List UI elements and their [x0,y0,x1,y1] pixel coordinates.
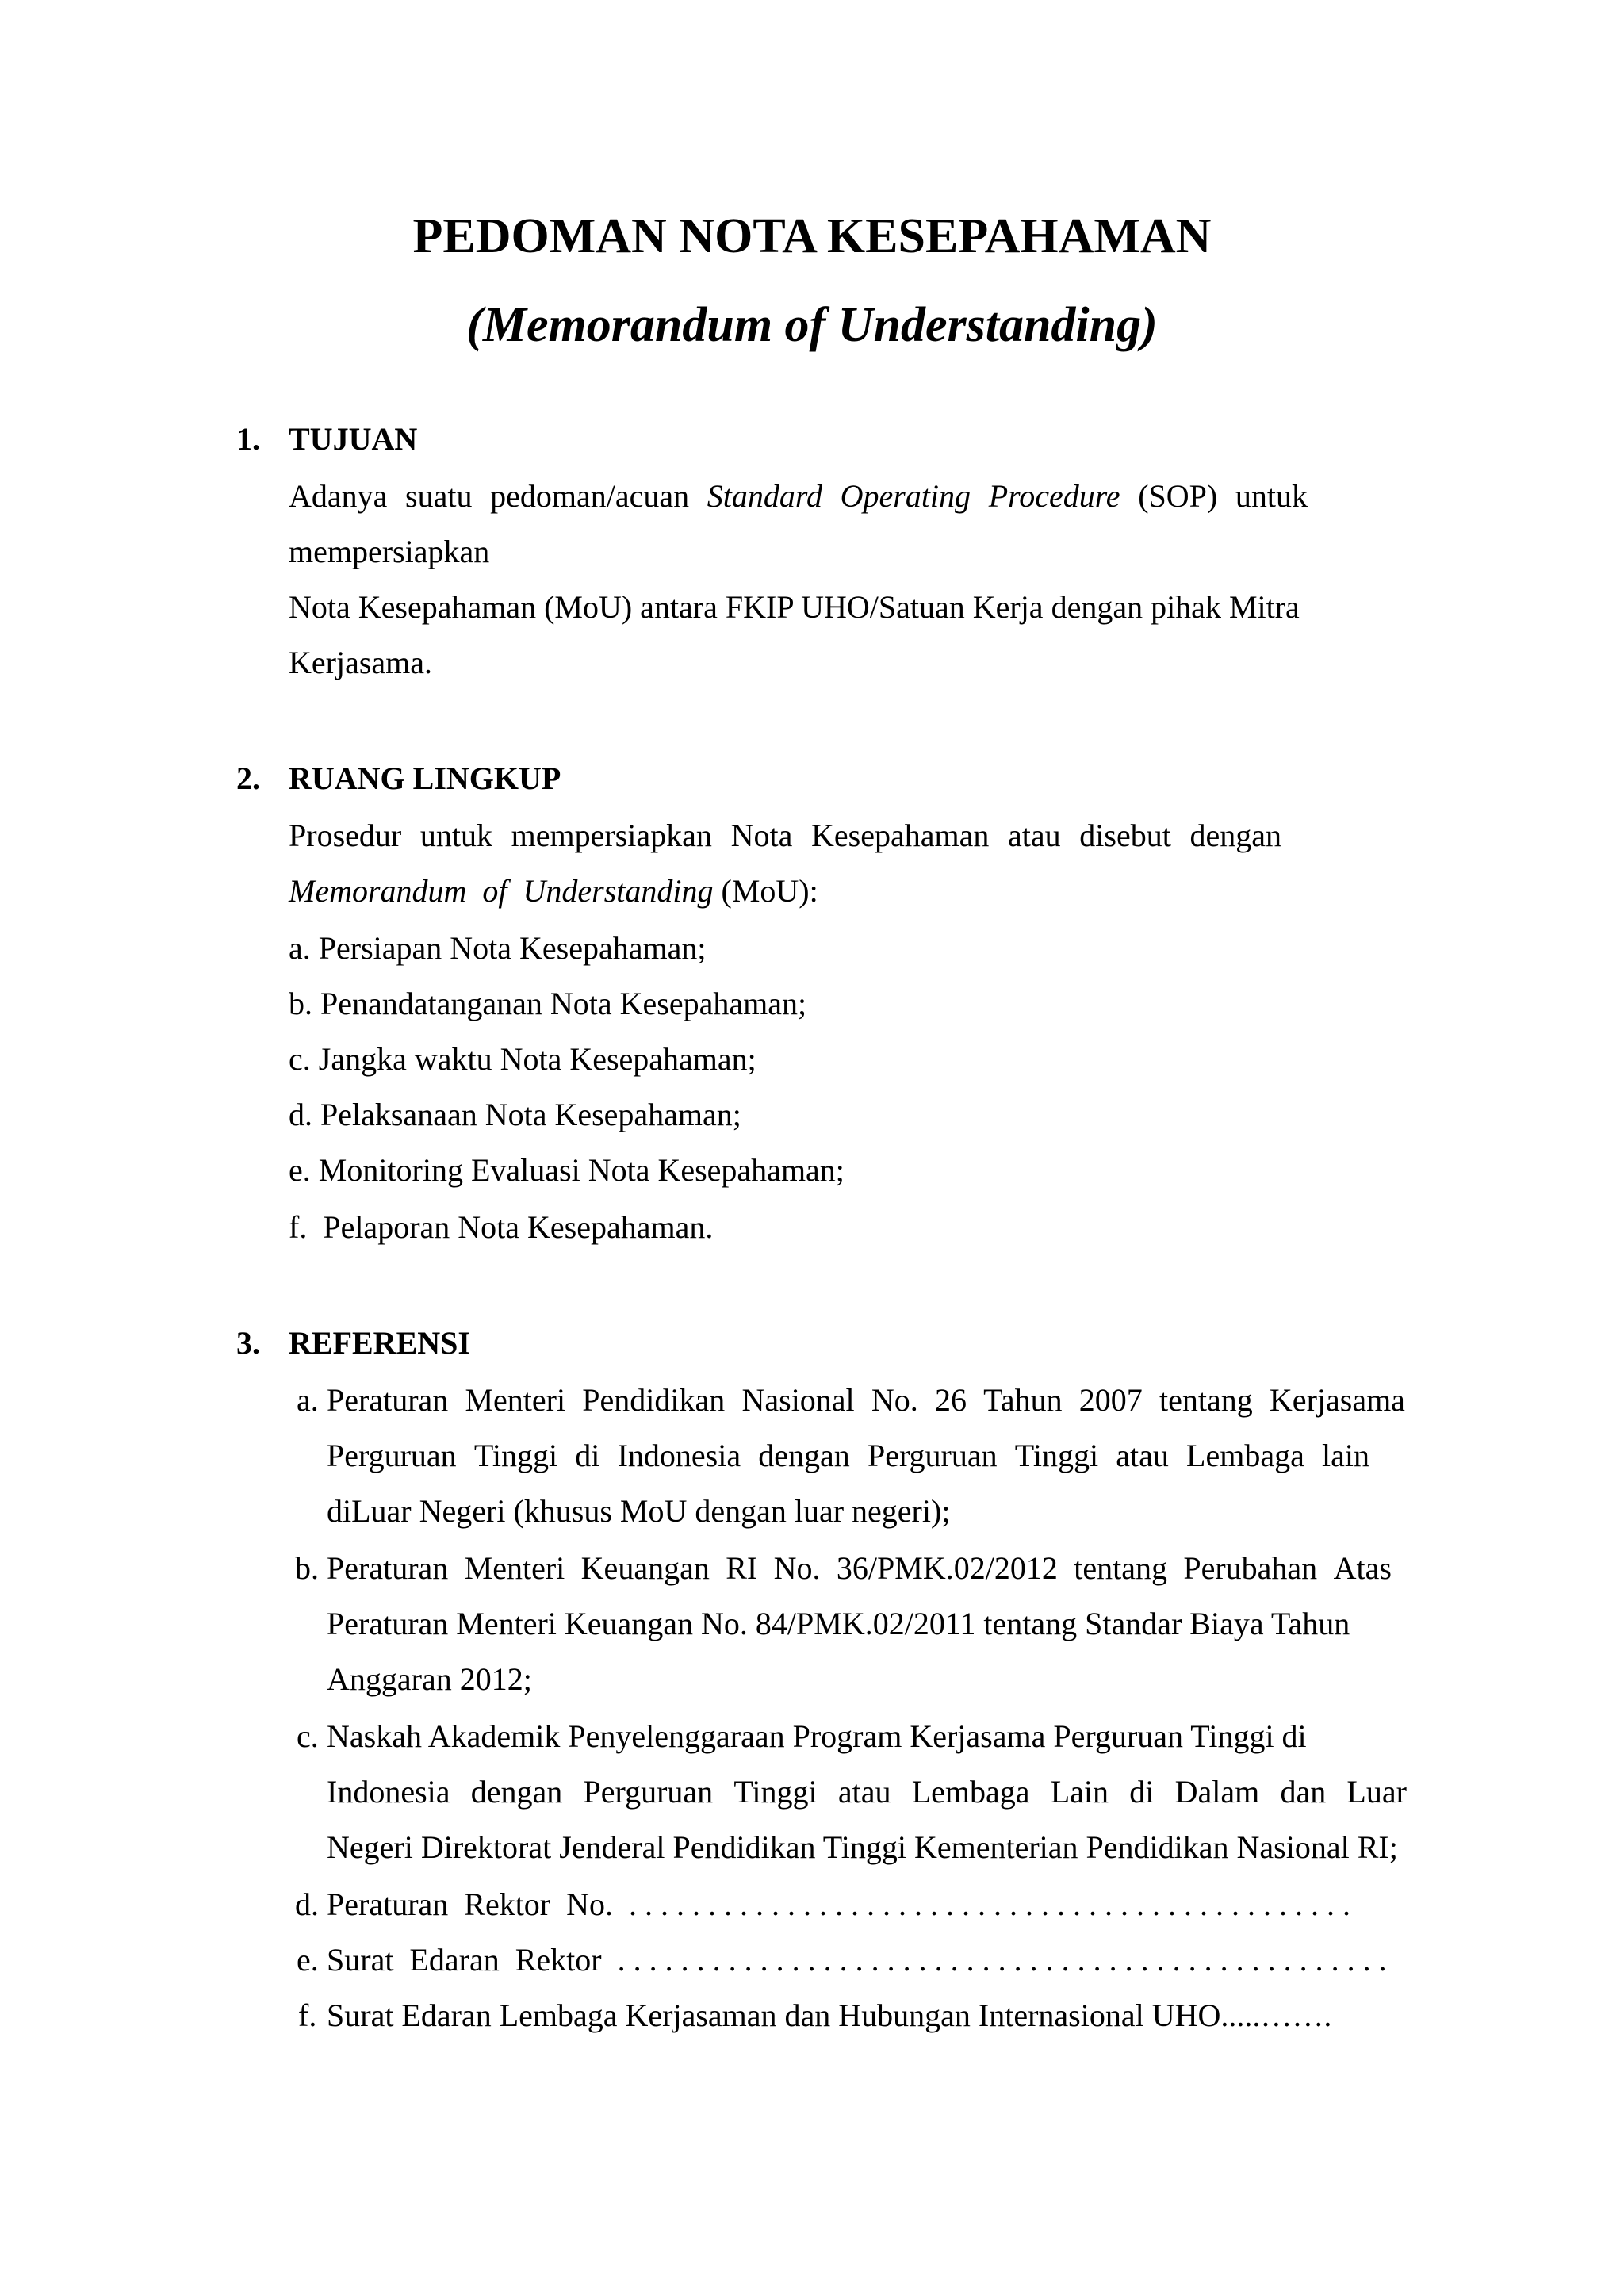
list-item: d. Pelaksanaan Nota Kesepahaman; [289,1097,741,1132]
text: Kerjasama [1269,1382,1405,1418]
text: Tahun [983,1382,1063,1418]
list-item: b. Penandatanganan Nota Kesepahaman; [289,986,807,1021]
text: Kesepahaman [810,818,990,853]
section-1-line-1 [289,477,1308,515]
text: RI [726,1550,758,1586]
list-item: f. Pelaporan Nota Kesepahaman. [289,1209,714,1245]
reference-f-label: f. [298,1997,317,2033]
text: untuk [419,818,492,853]
section-3-number: 3. [236,1325,260,1361]
section-2-line-1 [289,817,1281,855]
reference-b-line-3: Anggaran 2012; [327,1661,532,1697]
section-1-number: 1. [236,421,260,457]
section-1-heading: TUJUAN [289,421,418,457]
text: Lembaga [1186,1438,1304,1473]
text: Luar [1346,1774,1407,1810]
text: Keuangan [580,1550,710,1586]
text: No. [871,1382,918,1418]
text: Lembaga [911,1774,1030,1810]
text: Tinggi [1014,1438,1099,1473]
reference-f-text: Surat Edaran Lembaga Kerjasaman dan Hubungan Internasional UHO.....……. [327,1997,1332,2033]
text: Adanya [289,478,388,514]
text: di [575,1438,600,1473]
document-title: PEDOMAN NOTA KESEPAHAMAN [412,209,1212,263]
reference-c-line-3: Negeri Direktorat Jenderal Pendidikan Tinggi Kementerian Pendidikan Nasional RI; [327,1829,1398,1865]
text: Dalam [1174,1774,1260,1810]
reference-a-label: a. [297,1382,319,1418]
section-2-number: 2. [236,760,260,796]
text: 26 [934,1382,967,1418]
text: dengan [470,1774,563,1810]
document-subtitle: (Memorandum of Understanding) [466,298,1158,352]
text: Menteri [464,1550,565,1586]
text: Standard [707,478,822,514]
text: disebut [1079,818,1171,853]
text: Operating [840,478,971,514]
reference-d-text: Peraturan Rektor No. . . . . . . . . . . . . . . . . . . . . . . . . . . . . . . . . . . . . . . . . . . . . . . [327,1886,1351,1922]
reference-a-line-3: diLuar Negeri (khusus MoU dengan luar negeri); [327,1493,951,1529]
section-2-line-2 [289,872,818,910]
text: Lain [1050,1774,1109,1810]
text: Tinggi [733,1774,818,1810]
text: mempersiapkan [511,818,712,853]
text: tentang [1159,1382,1253,1418]
text: atau [1116,1438,1169,1473]
reference-b-line-2: Peraturan Menteri Keuangan No. 84/PMK.02/2011 tentang Standar Biaya Tahun [327,1606,1350,1641]
text: Perguruan [327,1438,457,1473]
text: Memorandum of Understanding [289,873,714,909]
text: No. [773,1550,821,1586]
text: atau [837,1774,891,1810]
text: Pendidikan [582,1382,726,1418]
reference-c-line-1: Naskah Akademik Penyelenggaraan Program Kerjasama Perguruan Tinggi di [327,1718,1307,1754]
section-3-heading: REFERENSI [289,1325,470,1361]
reference-e-text: Surat Edaran Rektor . . . . . . . . . . . . . . . . . . . . . . . . . . . . . . . . . . . . . . . . . . . . . . . . . [327,1942,1387,1978]
reference-c-line-2 [327,1773,1407,1811]
text: tentang [1074,1550,1167,1586]
list-item: e. Monitoring Evaluasi Nota Kesepahaman; [289,1152,845,1188]
list-item: c. Jangka waktu Nota Kesepahaman; [289,1041,756,1077]
text: atau [1007,818,1061,853]
text: 2007 [1078,1382,1143,1418]
reference-b-label: b. [295,1550,319,1586]
text: (SOP) [1138,478,1218,514]
text: dengan [758,1438,850,1473]
text: 36/PMK.02/2012 [836,1550,1058,1586]
text: di [1129,1774,1155,1810]
text: Procedure [988,478,1120,514]
text: Perubahan [1183,1550,1318,1586]
text: Perguruan [583,1774,714,1810]
text: Nota [730,818,793,853]
section-2-heading: RUANG LINGKUP [289,760,561,796]
text: Perguruan [867,1438,998,1473]
section-1-line-4: Kerjasama. [289,645,433,680]
text: Menteri [465,1382,566,1418]
reference-c-label: c. [297,1718,319,1754]
section-1-line-2: mempersiapkan [289,534,490,569]
reference-a-line-2 [327,1437,1369,1475]
reference-a-line-1 [327,1381,1405,1419]
text: Atas [1333,1550,1392,1586]
text: (MoU): [713,873,818,909]
text: pedoman/acuan [490,478,690,514]
text: Indonesia [617,1438,741,1473]
reference-b-line-1 [327,1549,1392,1587]
text: Peraturan [327,1550,449,1586]
reference-d-label: d. [295,1886,319,1922]
text: suatu [405,478,473,514]
text: Indonesia [327,1774,450,1810]
reference-e-label: e. [297,1942,319,1978]
text: Peraturan [327,1382,449,1418]
list-item: a. Persiapan Nota Kesepahaman; [289,930,707,966]
text: lain [1322,1438,1369,1473]
text: Tinggi [473,1438,558,1473]
text: dengan [1189,818,1281,853]
text: dan [1280,1774,1327,1810]
text: Nasional [741,1382,855,1418]
text: untuk [1235,478,1308,514]
text: Prosedur [289,818,402,853]
section-1-line-3: Nota Kesepahaman (MoU) antara FKIP UHO/Satuan Kerja dengan pihak Mitra [289,589,1300,625]
